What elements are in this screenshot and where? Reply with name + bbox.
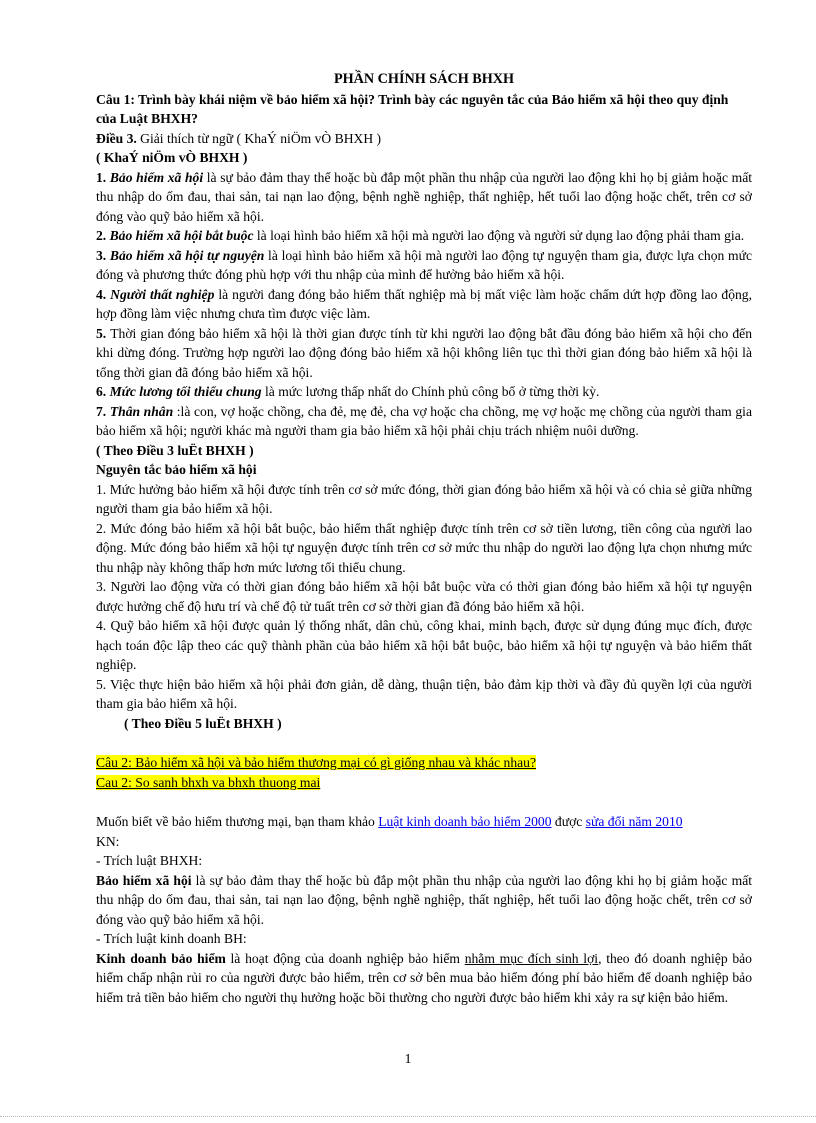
definition-item <box>96 285 752 324</box>
definition-number: 4. <box>96 286 111 302</box>
definition-text: là người đang đóng bảo hiểm thất nghiệp mà bị mất việc làm hoặc chấm dứt hợp đồng lao động, hợp đồng làm việc nhưng chưa tìm được việc làm. <box>96 286 753 321</box>
document-title: PHẦN CHÍNH SÁCH BHXH <box>333 71 515 87</box>
definition-item <box>96 226 752 246</box>
definition-number: 7. <box>96 403 110 419</box>
intro-paragraph <box>96 812 752 832</box>
theo-dieu-5-citation: ( Theo Điều 5 luËt BHXH ) <box>124 715 282 731</box>
definition-item <box>96 168 752 227</box>
khai-niem-heading: ( KhaÝ niÖm vÒ BHXH ) <box>96 150 248 165</box>
definition-term: Bảo hiểm xã hội <box>109 169 204 185</box>
definition-number: 5. <box>96 325 111 341</box>
intro-text: được <box>551 814 586 829</box>
definition-term: Người thất nghiệp <box>110 286 215 302</box>
dieu-3-line <box>96 129 752 149</box>
page-number: 1 <box>404 1052 412 1067</box>
definition-text: là mức lương thấp nhất do Chính phủ công bố ở từng thời kỳ. <box>261 384 600 399</box>
page-break-divider <box>0 1116 816 1117</box>
bhxh-term: Bảo hiểm xã hội <box>96 872 192 888</box>
definition-number: 6. <box>96 384 110 399</box>
bhxh-text: là sự bảo đảm thay thế hoặc bù đắp một phần thu nhập của người lao động khi họ bị giảm hoặc mất thu nhập do ốm đau, thai sản, tai nạn lao động, bệnh nghề nghiệp, thất nghiệp, hết tuổi lao động hoặc chết, trên cơ sở đóng vào quỹ bảo hiểm xã hội. <box>96 872 752 927</box>
definition-number: 3. <box>96 247 110 263</box>
kdbh-text: là hoạt động của doanh nghiệp bảo hiểm <box>225 950 465 966</box>
kdbh-term: Kinh doanh bảo hiểm <box>96 950 226 966</box>
definition-text: Thời gian đóng bảo hiểm xã hội là thời gian được tính từ khi người lao động bắt đầu đóng bảo hiểm xã hội cho đến khi dừng đóng. Trường hợp người lao động đóng bảo hiểm xã hội không liên tục thì thời gian đóng bảo hiểm xã hội là tổng thời gian đã đóng bảo hiểm xã hội. <box>96 325 752 380</box>
definition-item <box>96 382 752 402</box>
dieu-3-text: Giải thích từ ngữ ( KhaÝ niÖm vÒ BHXH ) <box>136 130 382 146</box>
definition-item <box>96 246 752 285</box>
trich-luat-bhxh: - Trích luật BHXH: <box>96 853 203 868</box>
principle-item: 2. Mức đóng bảo hiểm xã hội bắt buộc, bảo hiểm thất nghiệp được tính trên cơ sở tiền lương, tiền công của người lao động. Mức đóng bảo hiểm xã hội tự nguyện được tính trên cơ sở mức thu nhập do người lao động lựa chọn nhưng mức thu nhập này không thấp hơn mức lương tối thiểu chung. <box>96 520 752 575</box>
theo-dieu-3-citation: ( Theo Điều 3 luËt BHXH ) <box>96 442 254 458</box>
luat-kinh-doanh-bao-hiem-link[interactable]: Luật kinh doanh bảo hiểm 2000 <box>378 814 552 829</box>
definition-number: 1. <box>96 169 110 185</box>
question-2-line <box>96 753 752 773</box>
spacer <box>96 733 752 753</box>
nguyen-tac-heading: Nguyên tắc bảo hiểm xã hội <box>96 462 257 477</box>
sua-doi-2010-link[interactable]: sửa đổi năm 2010 <box>585 814 683 829</box>
spacer <box>96 792 752 812</box>
kdbh-underlined-text: nhằm mục đích sinh lợi <box>464 950 599 966</box>
intro-text: Muốn biết về bảo hiểm thương mại, bạn tham khảo <box>96 814 379 829</box>
definition-number: 2. <box>96 228 110 243</box>
definition-term: Bảo hiểm xã hội tự nguyện <box>109 247 265 263</box>
definition-term: Bảo hiểm xã hội bắt buộc <box>109 228 254 243</box>
kdbh-text: , theo đó doanh nghiệp bảo hiểm chấp nhận rủi ro của người được bảo hiểm, trên cơ sở bên mua bảo hiểm đóng phí bảo hiểm để doanh nghiệp bảo hiểm trả tiền bảo hiểm cho người thụ hưởng hoặc bồi thường cho người được bảo hiểm khi xảy ra sự kiện bảo hiểm. <box>96 950 752 1005</box>
definition-term: Mức lương tối thiểu chung <box>109 384 262 399</box>
definition-text: là loại hình bảo hiểm xã hội mà người lao động và người sử dụng lao động phải tham gia. <box>253 228 745 243</box>
kn-label: KN: <box>96 833 120 849</box>
document-page <box>96 70 752 1007</box>
definition-term: Thân nhân <box>109 403 174 419</box>
question-1: Câu 1: Trình bày khái niệm về bảo hiểm xã hội? Trình bày các nguyên tắc của Bảo hiểm xã hội theo quy định của Luật BHXH? <box>96 91 729 126</box>
definition-item <box>96 402 752 441</box>
principle-item: 1. Mức hưởng bảo hiểm xã hội được tính trên cơ sở mức đóng, thời gian đóng bảo hiểm xã hội và có chia sẻ giữa những người tham gia bảo hiểm xã hội. <box>96 481 752 516</box>
principles-list <box>96 480 752 714</box>
question-2-alt-line <box>96 773 752 793</box>
definitions-list <box>96 168 752 441</box>
definition-text: là sự bảo đảm thay thế hoặc bù đắp một phần thu nhập của người lao động khi họ bị giảm hoặc mất thu nhập do ốm đau, thai sản, tai nạn lao động, bệnh nghề nghiệp, thất nghiệp, hết tuổi lao động hoặc chết, trên cơ sở đóng vào quỹ bảo hiểm xã hội. <box>96 169 752 224</box>
question-2-alt-highlight: Cau 2: So sanh bhxh va bhxh thuong mai <box>96 774 321 790</box>
principle-item: 5. Việc thực hiện bảo hiểm xã hội phải đơn giản, dễ dàng, thuận tiện, bảo đảm kịp thời và đầy đủ quyền lợi của người tham gia bảo hiểm xã hội. <box>96 676 752 711</box>
principle-item: 4. Quỹ bảo hiểm xã hội được quản lý thống nhất, dân chủ, công khai, minh bạch, được sử dụng đúng mục đích, được hạch toán độc lập theo các quỹ thành phần của bảo hiểm xã hội bắt buộc, bảo hiểm xã hội tự nguyện và bảo hiểm thất nghiệp. <box>96 618 752 672</box>
definition-text: :là con, vợ hoặc chồng, cha đẻ, mẹ đẻ, cha vợ hoặc cha chồng, mẹ vợ hoặc mẹ chồng của người tham gia bảo hiểm xã hội; người khác mà người tham gia bảo hiểm xã hội phải chịu trách nhiệm nuôi dưỡng. <box>96 403 752 438</box>
principle-item: 3. Người lao động vừa có thời gian đóng bảo hiểm xã hội bắt buộc vừa có thời gian đóng bảo hiểm xã hội tự nguyện được hưởng chế độ hưu trí và chế độ tử tuất trên cơ sở thời gian đã đóng bảo hiểm xã hội. <box>96 579 752 614</box>
kdbh-definition <box>96 949 752 1008</box>
definition-text: là loại hình bảo hiểm xã hội mà người lao động tự nguyện tham gia, được lựa chọn mức đóng và phương thức đóng phù hợp với thu nhập của mình để hưởng bảo hiểm xã hội. <box>96 247 753 282</box>
definition-item <box>96 324 752 383</box>
trich-luat-kdbh: - Trích luật kinh doanh BH: <box>96 931 247 946</box>
question-2-highlight: Câu 2: Bảo hiểm xã hội và bảo hiểm thương mại có gì giống nhau và khác nhau? <box>96 755 537 770</box>
dieu-3-label: Điều 3. <box>96 130 137 146</box>
bhxh-definition <box>96 871 752 930</box>
